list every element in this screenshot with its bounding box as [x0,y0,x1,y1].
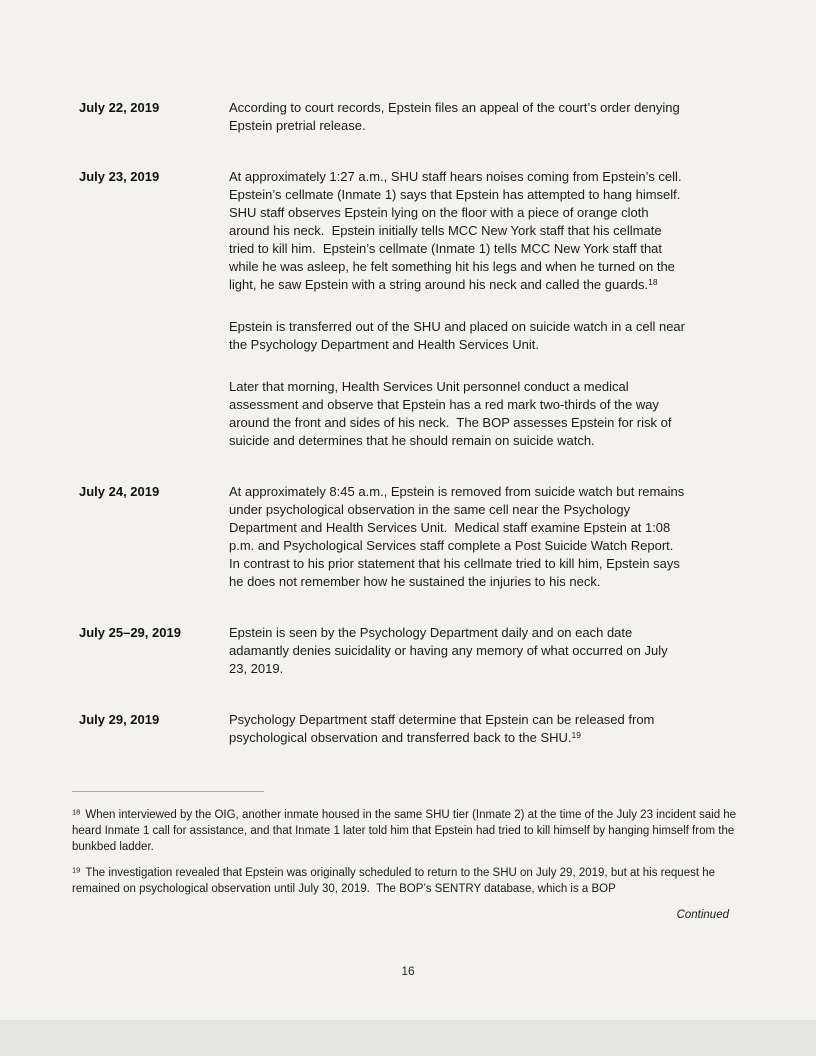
footnote-ref-18: 18 [648,277,658,287]
entry-paragraph: At approximately 8:45 a.m., Epstein is removed from suicide watch but remains under psychological observation in the same cell near the Psychology Department and Health Services Unit. Medical staff examine Epstein at 1:08 p.m. and Psychological Services staff complete a Post Suicide Watch Report. In contrast to his prior statement that his cellmate tried to kill him, Epstein says he does not remember how he sustained the injuries to his neck. [229,484,688,589]
entry-date: July 23, 2019 [79,169,160,184]
entry-date: July 22, 2019 [79,100,160,115]
entry-body [229,99,688,135]
entry-paragraph: At approximately 1:27 a.m., SHU staff hears noises coming from Epstein’s cell. Epstein’s cellmate (Inmate 1) says that Epstein has attempted to hang himself. SHU staff observes Epstein lying on the floor with a piece of orange cloth around his neck. Epstein initially tells MCC New York staff that his cellmate tried to kill him. Epstein’s cellmate (Inmate 1) tells MCC New York staff that while he was asleep, he felt something hit his legs and when he turned on the light, he saw Epstein with a string around his neck and called the guards.$^{18}$ [229,169,689,292]
entry-body [229,711,688,747]
timeline-entry-july-29 [79,711,816,747]
footnote-18 [72,807,738,855]
entry-body [229,483,688,591]
entry-paragraph: Epstein is transferred out of the SHU and placed on suicide watch in a cell near the Psychology Department and Health Services Unit. [229,319,689,352]
entry-body [229,624,688,678]
footnote-text: The investigation revealed that Epstein was originally scheduled to return to the SHU on July 29, 2019, but at his request he remained on psychological observation until July 30, 2019. The BOP’s SENTRY database, which is a BOP [72,867,719,895]
timeline-entry-july-25-29 [79,624,816,678]
entry-paragraph: Later that morning, Health Services Unit personnel conduct a medical assessment and observe that Epstein has a red mark two-thirds of the way around the front and sides of his neck. The BOP assesses Epstein for risk of suicide and determines that he should remain on suicide watch. [229,379,676,448]
entry-paragraph: Psychology Department staff determine that Epstein can be released from psychological observation and transferred back to the SHU.$^{19}$ [229,712,659,745]
viewer-bottom-bar [0,1020,816,1056]
timeline-entry-july-22 [79,99,816,135]
entry-paragraph: Epstein is seen by the Psychology Department daily and on each date adamantly denies suicidality or having any memory of what occurred on July 23, 2019. [229,625,672,676]
entry-paragraph: According to court records, Epstein files an appeal of the court’s order denying Epstein pretrial release. [229,100,684,133]
footnotes-section [72,791,738,923]
entry-body [229,168,688,450]
footnote-text: When interviewed by the OIG, another inmate housed in the same SHU tier (Inmate 2) at the time of the July 23 incident said he heard Inmate 1 call for assistance, and that Inmate 1 later told him that Epstein had tried to kill himself by hanging himself from the bunkbed ladder. [72,809,740,853]
footnote-marker: 19 [72,865,81,875]
timeline-entry-july-24 [79,483,816,591]
page-number: 16 [401,964,415,978]
entry-date: July 25–29, 2019 [79,625,181,640]
continued-label: Continued [676,909,729,921]
footnote-19 [72,865,738,897]
entry-date: July 24, 2019 [79,484,160,499]
footnote-marker: 18 [72,807,81,817]
timeline-entry-july-23 [79,168,816,450]
footnote-ref-19: 19 [571,730,581,740]
entry-date: July 29, 2019 [79,712,160,727]
timeline [0,99,816,747]
footnote-divider [72,791,264,792]
